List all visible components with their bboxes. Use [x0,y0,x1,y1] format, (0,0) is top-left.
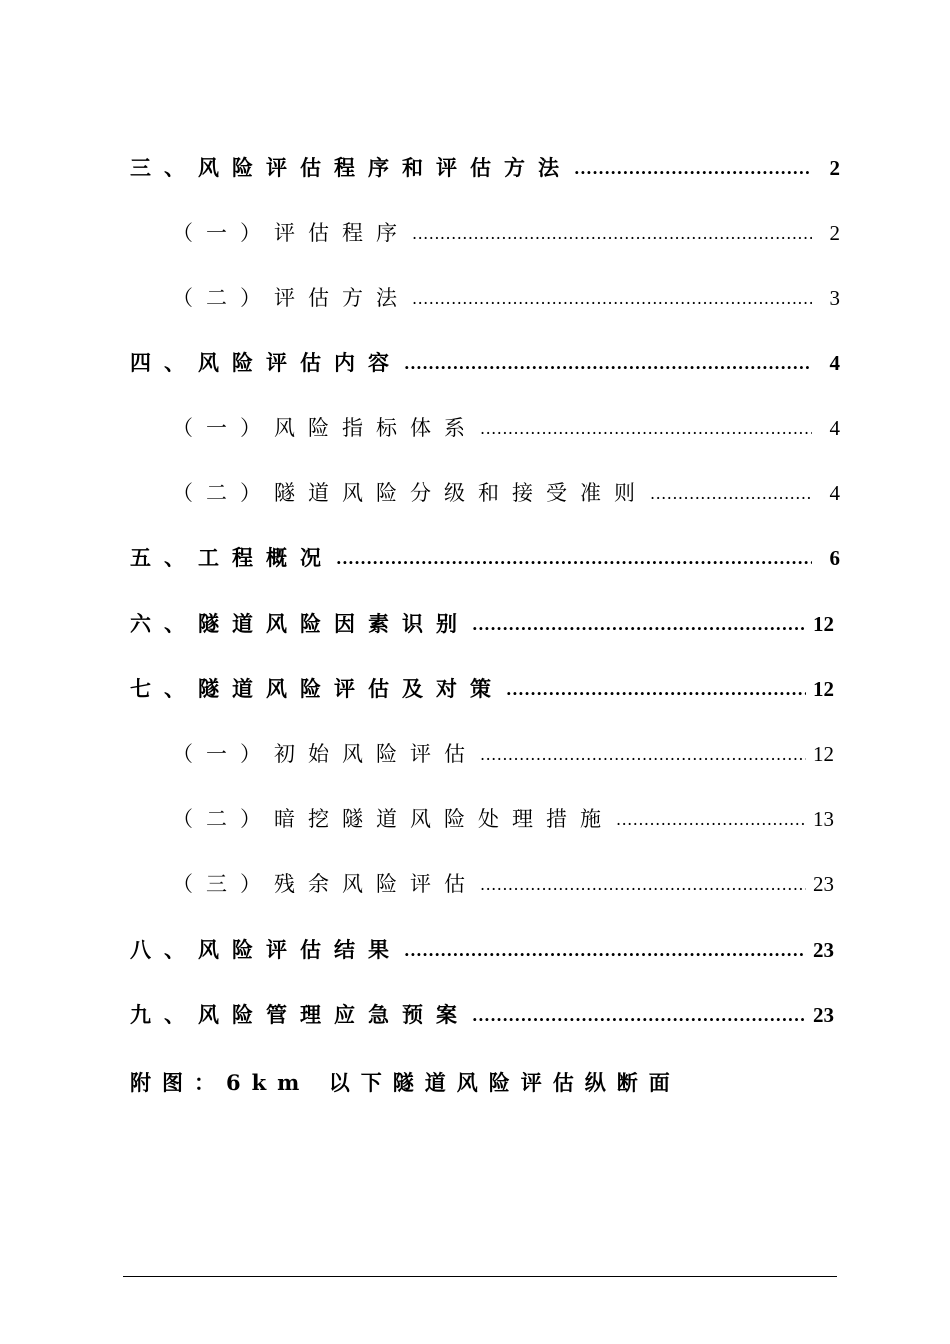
toc-entry-section-4[interactable] [130,346,840,380]
toc-leader-dots [412,217,812,251]
toc-appendix-entry[interactable]: 附图：6km 以下隧道风险评估纵断面 [130,1070,681,1095]
toc-entry-section-3[interactable] [130,151,840,185]
toc-entry-section-3-1[interactable] [172,216,840,250]
toc-entry-title: 四、风险评估内容 [130,350,402,375]
toc-entry-title: （一）评估程序 [172,221,410,245]
toc-entry-page: 12 [813,677,834,701]
toc-leader-dots [480,412,812,446]
toc-entry-page: 2 [829,156,840,180]
toc-leader-dots [404,934,806,968]
toc-entry-title: 六、隧道风险因素识别 [130,611,470,636]
toc-entry-section-5[interactable] [130,541,840,575]
toc-leader-dots [480,868,806,902]
toc-entry-page: 4 [829,351,840,375]
toc-entry-title: （二）暗挖隧道风险处理措施 [172,807,614,831]
toc-entry-title: （二）评估方法 [172,286,410,310]
toc-entry-title: 三、风险评估程序和评估方法 [130,155,572,180]
toc-entry-section-8[interactable] [130,933,834,967]
toc-entry-title: （二）隧道风险分级和接受准则 [172,481,648,505]
toc-leader-dots [412,282,812,316]
toc-entry-page: 12 [813,742,834,766]
footer-divider [123,1276,837,1277]
toc-entry-title: 五、工程概况 [130,545,334,570]
toc-entry-page: 6 [829,546,840,570]
toc-entry-page: 3 [829,286,840,310]
toc-entry-title: （三）残余风险评估 [172,872,478,896]
toc-leader-dots [480,738,806,772]
toc-entry-section-7[interactable] [130,672,834,706]
toc-entry-section-9[interactable] [130,998,834,1032]
toc-leader-dots [574,152,812,186]
toc-entry-section-7-2[interactable] [172,802,834,836]
toc-entry-page: 12 [813,612,834,636]
toc-leader-dots [506,673,806,707]
toc-leader-dots [336,542,812,576]
toc-entry-page: 23 [813,1003,834,1027]
toc-entry-section-6[interactable] [130,607,834,641]
toc-entry-page: 23 [813,872,834,896]
toc-entry-page: 13 [813,807,834,831]
toc-leader-dots [404,347,812,381]
toc-entry-section-7-3[interactable] [172,867,834,901]
toc-entry-section-4-1[interactable] [172,411,840,445]
toc-entry-page: 2 [829,221,840,245]
toc-entry-page: 23 [813,938,834,962]
toc-entry-title: 八、风险评估结果 [130,937,402,962]
toc-leader-dots [472,608,806,642]
toc-leader-dots [650,477,812,511]
toc-entry-section-3-2[interactable] [172,281,840,315]
toc-entry-title: 七、隧道风险评估及对策 [130,676,504,701]
toc-leader-dots [472,999,806,1033]
toc-entry-page: 4 [829,416,840,440]
toc-entry-section-4-2[interactable] [172,476,840,510]
toc-entry-title: 九、风险管理应急预案 [130,1002,470,1027]
toc-entry-page: 4 [829,481,840,505]
toc-leader-dots [616,803,806,837]
toc-entry-section-7-1[interactable] [172,737,834,771]
toc-entry-title: （一）初始风险评估 [172,742,478,766]
toc-entry-title: （一）风险指标体系 [172,416,478,440]
